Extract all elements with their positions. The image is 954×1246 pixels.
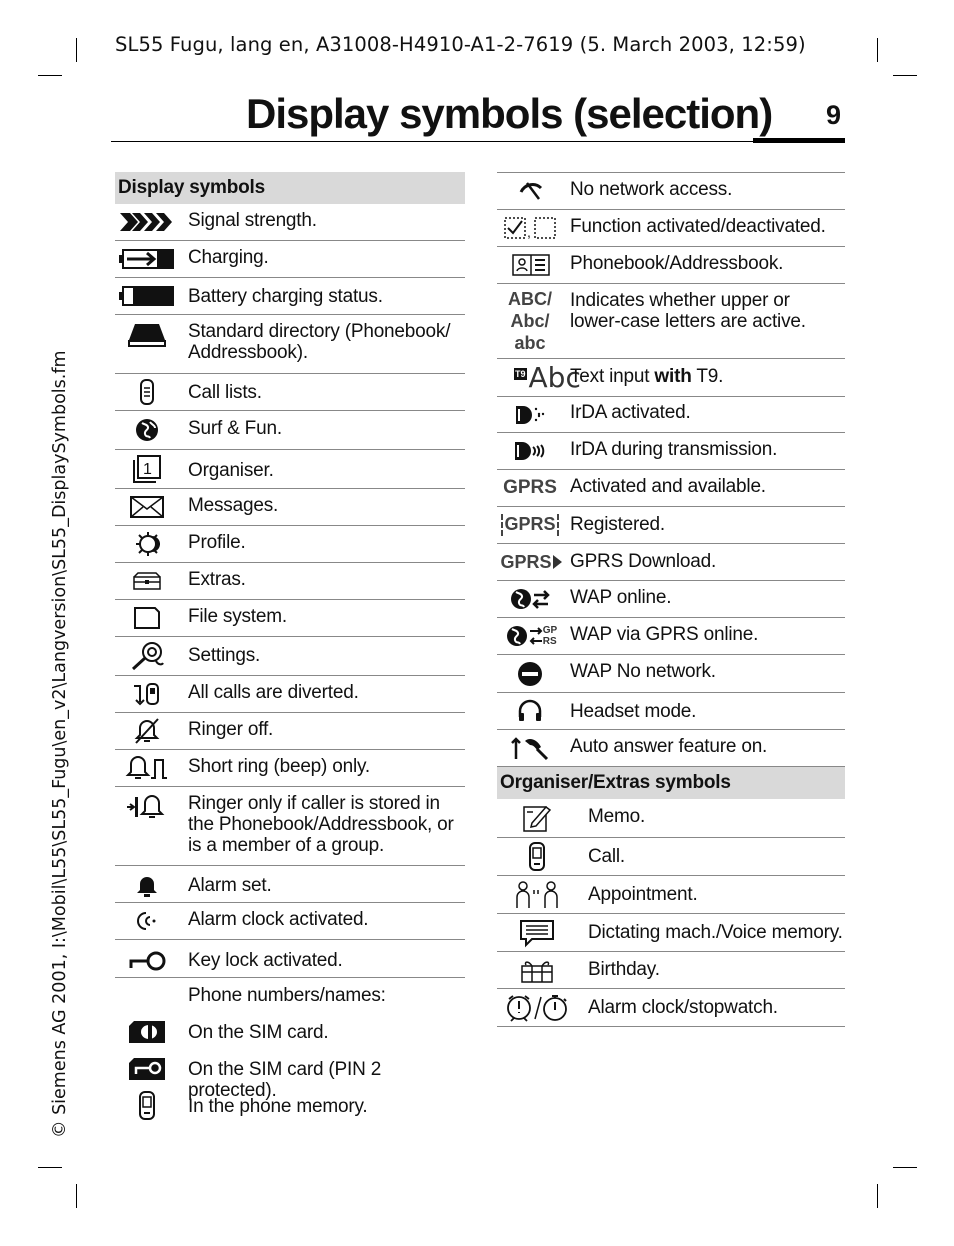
symbol-description: Phonebook/Addressbook. — [570, 253, 784, 274]
symbol-description: Short ring (beep) only. — [188, 756, 370, 777]
globe-icon — [115, 411, 179, 449]
symbol-row — [497, 838, 845, 876]
phone-memory-icon — [115, 1088, 179, 1124]
symbol-row — [115, 903, 465, 940]
crop-mark — [38, 75, 62, 76]
symbol-row — [115, 1088, 465, 1124]
wap-gprs-icon-text: GP RS — [542, 625, 558, 647]
battery-icon — [115, 278, 179, 314]
symbol-row — [497, 544, 845, 581]
gprs-icon — [497, 470, 563, 506]
symbol-description: Profile. — [188, 532, 246, 553]
symbol-row — [497, 914, 845, 952]
symbol-description: Charging. — [188, 247, 269, 268]
crop-mark — [76, 38, 77, 62]
signal-strength-icon — [115, 204, 179, 240]
symbol-row — [115, 374, 465, 411]
symbol-description: Function activated/deactivated. — [570, 216, 826, 237]
symbol-description: Surf & Fun. — [188, 418, 282, 439]
symbol-description: No network access. — [570, 179, 733, 200]
page-number-bar — [753, 138, 845, 143]
phonebook-directory-icon — [115, 315, 179, 355]
call-lists-icon — [115, 374, 179, 410]
symbol-row — [115, 676, 465, 713]
t9-icon — [497, 359, 581, 396]
symbol-description: Dictating mach./Voice memory. — [588, 922, 843, 943]
symbol-description: Organiser. — [188, 460, 274, 481]
symbol-row — [115, 204, 465, 241]
charging-icon — [115, 241, 179, 277]
gprs-registered-icon — [497, 507, 563, 543]
symbol-row — [497, 507, 845, 544]
symbol-description: WAP online. — [570, 587, 672, 608]
symbol-description: GPRS Download. — [570, 551, 717, 572]
symbol-description: IrDA activated. — [570, 402, 691, 423]
t9-text-post: T9. — [691, 366, 724, 387]
wap-gprs-icon — [497, 618, 565, 654]
profile-icon — [115, 526, 179, 562]
wap-no-network-icon — [497, 655, 563, 692]
symbol-row — [115, 713, 465, 750]
symbol-description: On the SIM card. — [188, 1022, 329, 1043]
symbol-description: In the phone memory. — [188, 1096, 368, 1117]
symbol-row — [115, 600, 465, 637]
alarm-clock-activated-icon — [115, 903, 179, 939]
symbol-row — [497, 655, 845, 693]
case-icon — [497, 284, 563, 358]
section-heading: Display symbols — [115, 172, 465, 204]
symbol-description: Appointment. — [588, 884, 698, 905]
symbol-row — [497, 359, 845, 397]
symbol-row — [497, 210, 845, 247]
crop-mark — [38, 1167, 62, 1168]
crop-mark — [893, 75, 917, 76]
crop-mark — [877, 38, 878, 62]
symbol-row — [115, 637, 465, 676]
symbol-description: Registered. — [570, 514, 665, 535]
headset-icon — [497, 693, 563, 729]
section-heading: Organiser/Extras symbols — [497, 767, 845, 799]
divert-icon — [115, 676, 179, 712]
symbol-row — [497, 581, 845, 618]
gprs-registered-frame — [501, 514, 558, 536]
t9-badge: T9 — [515, 368, 526, 379]
case-icon-text: ABC/ Abc/ abc — [508, 289, 552, 353]
t9-text-pre: Text input — [570, 366, 655, 387]
symbol-row — [115, 1051, 465, 1101]
symbol-description: All calls are diverted. — [188, 682, 359, 703]
symbol-description: IrDA during transmission. — [570, 439, 778, 460]
symbol-description: Key lock activated. — [188, 950, 343, 971]
memo-icon — [497, 799, 577, 837]
symbol-row — [497, 693, 845, 730]
crop-mark — [893, 1167, 917, 1168]
title-rule — [111, 141, 845, 142]
alarm-bell-icon — [115, 866, 179, 906]
symbol-description: WAP No network. — [570, 661, 716, 682]
settings-icon — [115, 637, 179, 675]
symbol-row — [115, 450, 465, 489]
svg-text:1: 1 — [143, 461, 152, 478]
symbol-row — [115, 1014, 465, 1050]
symbol-description — [570, 366, 723, 387]
symbol-row — [115, 526, 465, 563]
symbol-row — [497, 284, 845, 359]
symbol-description: On the SIM card (PIN 2 protected). — [188, 1059, 382, 1101]
symbol-description: Memo. — [588, 806, 646, 827]
alarm-stopwatch-icon — [497, 989, 577, 1026]
beep-icon — [115, 750, 179, 786]
symbol-description: Call. — [588, 846, 626, 867]
call-icon — [497, 838, 577, 875]
symbol-description: Ringer only if caller is stored in the Phonebook/Addressbook, or is a member of a group. — [188, 793, 454, 856]
symbol-description: Auto answer feature on. — [570, 736, 768, 757]
symbol-row — [497, 433, 845, 470]
symbol-row — [115, 315, 465, 374]
symbol-row — [497, 618, 845, 655]
crop-mark — [877, 1184, 878, 1208]
symbol-description: File system. — [188, 606, 287, 627]
symbol-description: Ringer off. — [188, 719, 274, 740]
symbol-description: Messages. — [188, 495, 279, 516]
symbol-row — [115, 278, 465, 315]
organiser-icon — [115, 450, 179, 488]
side-file-path: © Siemens AG 2001, I:\Mobil\L55\SL55_Fugu\en_v2\Langversion\SL55_DisplaySymbols.fm — [50, 350, 70, 1138]
symbol-description: Extras. — [188, 569, 246, 590]
sim-card-icon — [115, 1014, 179, 1050]
symbol-row — [115, 866, 465, 903]
symbol-row — [497, 876, 845, 914]
gprs-registered-text: GPRS — [504, 514, 556, 534]
ringer-off-icon — [115, 713, 179, 749]
symbol-row — [497, 247, 845, 284]
key-lock-icon — [115, 940, 179, 982]
symbol-description: Settings. — [188, 645, 261, 666]
extras-icon — [115, 563, 179, 599]
symbol-row — [497, 989, 845, 1027]
phone-numbers-label: Phone numbers/names: — [188, 985, 386, 1006]
symbol-row — [115, 750, 465, 787]
symbol-description: Battery charging status. — [188, 286, 383, 307]
symbol-description: Indicates whether upper or lower-case letters are active. — [570, 290, 806, 332]
sim-card-pin2-icon — [115, 1051, 179, 1087]
symbol-row — [115, 241, 465, 278]
symbol-description: WAP via GPRS online. — [570, 624, 759, 645]
symbol-row — [115, 489, 465, 526]
t9-text-bold: with — [654, 366, 692, 387]
caller-group-ring-icon — [115, 787, 179, 827]
page-number: 9 — [826, 100, 842, 130]
birthday-icon — [497, 952, 577, 988]
gprs-download-text: GPRS — [500, 551, 552, 572]
auto-answer-icon — [497, 730, 563, 766]
symbol-row — [497, 799, 845, 838]
symbol-description: Call lists. — [188, 382, 262, 403]
irda-transmission-icon — [497, 433, 563, 469]
svg-text:,: , — [527, 224, 531, 240]
symbol-row — [497, 397, 845, 433]
document-info: SL55 Fugu, lang en, A31008-H4910-A1-2-7619 (5. March 2003, 12:59) — [115, 33, 806, 56]
folder-icon — [115, 600, 179, 636]
symbol-row — [497, 952, 845, 989]
symbol-description: Standard directory (Phonebook/ Addressbook). — [188, 321, 451, 363]
symbol-description: Alarm clock activated. — [188, 909, 369, 930]
irda-activated-icon — [497, 397, 563, 432]
symbol-row — [115, 563, 465, 600]
symbol-description: Headset mode. — [570, 701, 697, 722]
symbol-row — [497, 730, 845, 767]
envelope-icon — [115, 489, 179, 525]
symbol-row — [115, 411, 465, 450]
symbol-description: Activated and available. — [570, 476, 766, 497]
voice-memo-icon — [497, 914, 577, 951]
crop-mark — [76, 1184, 77, 1208]
gprs-download-icon — [497, 544, 565, 580]
symbol-row — [115, 787, 465, 866]
symbol-description: Birthday. — [588, 959, 660, 980]
symbol-description: Signal strength. — [188, 210, 317, 231]
no-network-icon — [497, 173, 565, 209]
wap-online-icon — [497, 581, 563, 617]
page-title: Display symbols (selection) — [246, 90, 773, 137]
play-arrow-icon — [553, 555, 562, 569]
appointment-icon — [497, 876, 577, 913]
symbol-row — [497, 173, 845, 210]
gprs-icon-text: GPRS — [503, 477, 557, 498]
symbol-row — [115, 940, 465, 978]
addressbook-icon — [497, 247, 565, 283]
checkbox-icon — [497, 210, 565, 246]
symbol-description: Alarm clock/stopwatch. — [588, 997, 778, 1018]
symbol-description: Alarm set. — [188, 875, 272, 896]
symbol-row — [497, 470, 845, 507]
t9-icon-text: Abc — [528, 361, 581, 394]
